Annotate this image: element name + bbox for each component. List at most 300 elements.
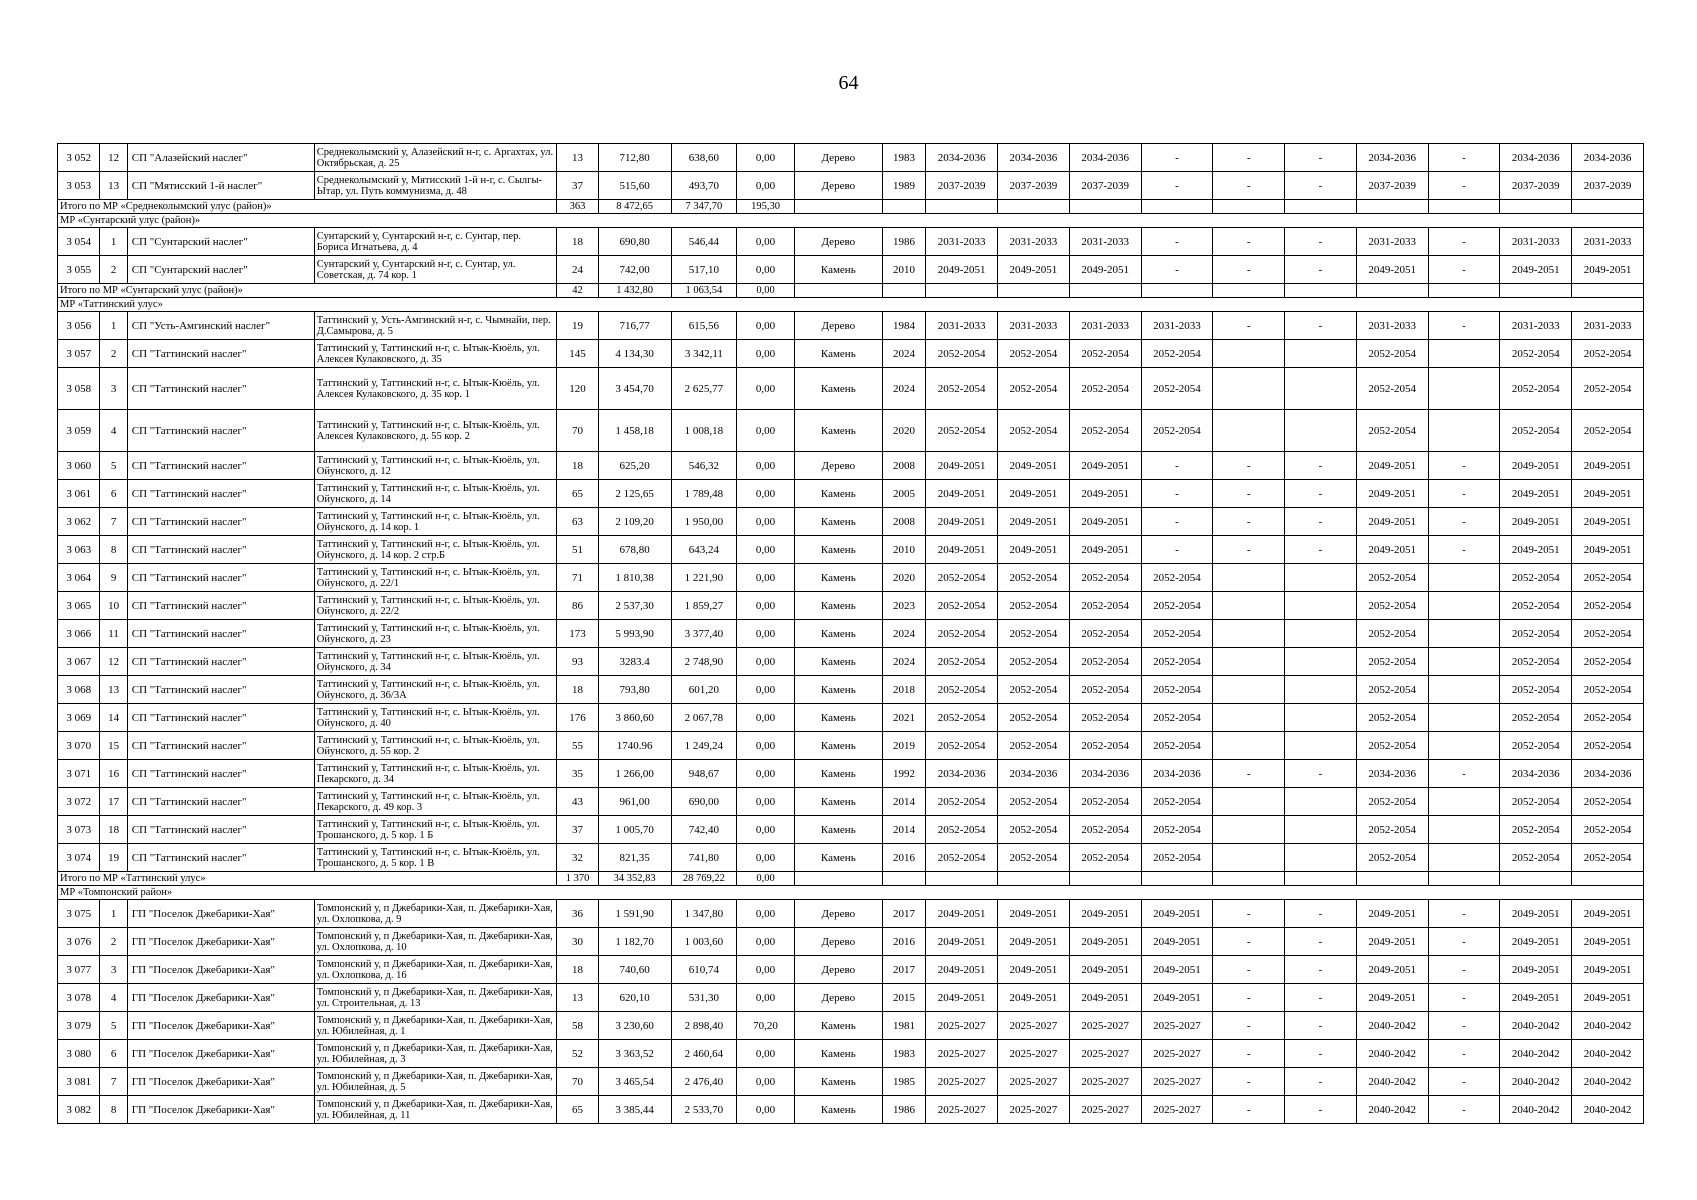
period-7-cell: 2031-2033 [1356, 312, 1428, 340]
total-area-cell: 716,77 [598, 312, 671, 340]
period-1-cell: 2049-2051 [926, 536, 998, 564]
build-year-cell: 2017 [882, 900, 925, 928]
wall-material-cell: Дерево [794, 144, 882, 172]
period-6-cell: - [1285, 256, 1357, 284]
period-1-cell: 2052-2054 [926, 340, 998, 368]
period-10-cell: 2049-2051 [1572, 256, 1644, 284]
reg-no-cell: 3 069 [58, 704, 100, 732]
period-5-cell [1213, 732, 1285, 760]
reg-no-cell: 3 072 [58, 788, 100, 816]
address-cell: Таттинский у, Таттинский н-г, с. Ытык-Кюёль, ул. Ойунского, д. 23 [314, 620, 557, 648]
period-1-cell: 2025-2027 [926, 1096, 998, 1124]
emergency-area-cell: 0,00 [737, 592, 795, 620]
total-area-cell: 515,60 [598, 172, 671, 200]
residents-cell: 65 [557, 480, 598, 508]
build-year-cell: 2024 [882, 368, 925, 410]
emergency-area-cell: 0,00 [737, 732, 795, 760]
reg-no-cell: 3 076 [58, 928, 100, 956]
reg-no-cell: 3 055 [58, 256, 100, 284]
period-1-cell: 2049-2051 [926, 956, 998, 984]
period-3-cell: 2052-2054 [1069, 648, 1141, 676]
period-7-cell: 2034-2036 [1356, 144, 1428, 172]
living-area-cell: 531,30 [671, 984, 737, 1012]
wall-material-cell: Камень [794, 256, 882, 284]
period-6-cell: - [1285, 1096, 1357, 1124]
period-6-cell: - [1285, 928, 1357, 956]
period-10-cell: 2052-2054 [1572, 368, 1644, 410]
total-row [58, 200, 1644, 214]
wall-material-cell: Камень [794, 536, 882, 564]
period-2-cell: 2025-2027 [998, 1040, 1070, 1068]
period-3-cell: 2025-2027 [1069, 1096, 1141, 1124]
total-label: Итого по МР «Среднеколымский улус (район)» [58, 200, 557, 214]
period-8-cell: - [1428, 1012, 1500, 1040]
wall-material-cell: Камень [794, 676, 882, 704]
living-area-cell: 2 067,78 [671, 704, 737, 732]
empty-cell [1356, 284, 1428, 298]
period-7-cell: 2031-2033 [1356, 228, 1428, 256]
living-area-cell: 546,32 [671, 452, 737, 480]
period-5-cell: - [1213, 312, 1285, 340]
emergency-area-cell: 0,00 [737, 900, 795, 928]
residents-cell: 19 [557, 312, 598, 340]
period-7-cell: 2052-2054 [1356, 410, 1428, 452]
wall-material-cell: Камень [794, 1096, 882, 1124]
empty-cell [1285, 200, 1357, 214]
period-1-cell: 2034-2036 [926, 760, 998, 788]
municipality-cell: ГП "Поселок Джебарики-Хая" [127, 1068, 314, 1096]
period-2-cell: 2049-2051 [998, 508, 1070, 536]
table-row [58, 1040, 1644, 1068]
period-5-cell [1213, 410, 1285, 452]
living-area-cell: 2 748,90 [671, 648, 737, 676]
residents-cell: 32 [557, 844, 598, 872]
residents-cell: 18 [557, 452, 598, 480]
municipality-cell: СП "Алазейский наслег" [127, 144, 314, 172]
period-10-cell: 2052-2054 [1572, 340, 1644, 368]
build-year-cell: 2017 [882, 956, 925, 984]
build-year-cell: 1983 [882, 144, 925, 172]
empty-cell [1572, 872, 1644, 886]
period-10-cell: 2052-2054 [1572, 788, 1644, 816]
period-10-cell: 2034-2036 [1572, 760, 1644, 788]
period-8-cell: - [1428, 508, 1500, 536]
residents-cell: 51 [557, 536, 598, 564]
total-area-cell: 3 385,44 [598, 1096, 671, 1124]
period-7-cell: 2049-2051 [1356, 984, 1428, 1012]
item-no-cell: 19 [100, 844, 127, 872]
build-year-cell: 2020 [882, 410, 925, 452]
period-6-cell: - [1285, 228, 1357, 256]
living-area-total: 7 347,70 [671, 200, 737, 214]
period-1-cell: 2049-2051 [926, 900, 998, 928]
period-4-cell: 2025-2027 [1141, 1068, 1213, 1096]
empty-cell [1356, 200, 1428, 214]
period-2-cell: 2025-2027 [998, 1096, 1070, 1124]
build-year-cell: 2010 [882, 256, 925, 284]
reg-no-cell: 3 056 [58, 312, 100, 340]
living-area-cell: 742,40 [671, 816, 737, 844]
item-no-cell: 4 [100, 984, 127, 1012]
build-year-cell: 1984 [882, 312, 925, 340]
total-area-cell: 3 454,70 [598, 368, 671, 410]
period-10-cell: 2040-2042 [1572, 1096, 1644, 1124]
period-6-cell [1285, 788, 1357, 816]
build-year-cell: 2018 [882, 676, 925, 704]
residents-cell: 18 [557, 676, 598, 704]
period-9-cell: 2049-2051 [1500, 956, 1572, 984]
residents-cell: 86 [557, 592, 598, 620]
build-year-cell: 1985 [882, 1068, 925, 1096]
period-1-cell: 2049-2051 [926, 452, 998, 480]
empty-cell [1285, 284, 1357, 298]
period-2-cell: 2052-2054 [998, 648, 1070, 676]
period-9-cell: 2049-2051 [1500, 480, 1572, 508]
period-5-cell: - [1213, 760, 1285, 788]
period-9-cell: 2049-2051 [1500, 508, 1572, 536]
wall-material-cell: Дерево [794, 452, 882, 480]
residents-cell: 43 [557, 788, 598, 816]
group-label: МР «Таттинский улус» [58, 298, 1644, 312]
address-cell: Томпонский у, п Джебарики-Хая, п. Джебарики-Хая, ул. Строительная, д. 13 [314, 984, 557, 1012]
period-2-cell: 2052-2054 [998, 732, 1070, 760]
period-3-cell: 2049-2051 [1069, 256, 1141, 284]
period-8-cell: - [1428, 956, 1500, 984]
emergency-area-cell: 0,00 [737, 508, 795, 536]
table-row [58, 592, 1644, 620]
period-2-cell: 2052-2054 [998, 564, 1070, 592]
municipality-cell: СП "Таттинский наслег" [127, 816, 314, 844]
period-8-cell: - [1428, 900, 1500, 928]
reg-no-cell: 3 074 [58, 844, 100, 872]
table-row [58, 676, 1644, 704]
period-1-cell: 2052-2054 [926, 368, 998, 410]
emergency-area-cell: 0,00 [737, 228, 795, 256]
period-6-cell: - [1285, 1068, 1357, 1096]
period-1-cell: 2052-2054 [926, 564, 998, 592]
empty-cell [1141, 872, 1213, 886]
living-area-cell: 517,10 [671, 256, 737, 284]
municipality-cell: ГП "Поселок Джебарики-Хая" [127, 1040, 314, 1068]
build-year-cell: 1992 [882, 760, 925, 788]
address-cell: Таттинский у, Таттинский н-г, с. Ытык-Кюёль, ул. Алексея Кулаковского, д. 55 кор. 2 [314, 410, 557, 452]
period-3-cell: 2052-2054 [1069, 704, 1141, 732]
period-2-cell: 2052-2054 [998, 676, 1070, 704]
period-1-cell: 2052-2054 [926, 410, 998, 452]
period-2-cell: 2049-2051 [998, 480, 1070, 508]
total-area-cell: 1 005,70 [598, 816, 671, 844]
wall-material-cell: Дерево [794, 984, 882, 1012]
empty-cell [1213, 284, 1285, 298]
period-6-cell [1285, 368, 1357, 410]
period-4-cell: - [1141, 536, 1213, 564]
residents-total: 1 370 [557, 872, 598, 886]
period-4-cell: 2025-2027 [1141, 1096, 1213, 1124]
period-9-cell: 2034-2036 [1500, 760, 1572, 788]
period-8-cell [1428, 564, 1500, 592]
period-5-cell [1213, 340, 1285, 368]
address-cell: Таттинский у, Таттинский н-г, с. Ытык-Кюёль, ул. Трошанского, д. 5 кор. 1 Б [314, 816, 557, 844]
period-4-cell: 2052-2054 [1141, 732, 1213, 760]
item-no-cell: 17 [100, 788, 127, 816]
emergency-area-cell: 70,20 [737, 1012, 795, 1040]
wall-material-cell: Камень [794, 564, 882, 592]
residents-cell: 37 [557, 172, 598, 200]
period-6-cell: - [1285, 1040, 1357, 1068]
period-8-cell [1428, 788, 1500, 816]
reg-no-cell: 3 059 [58, 410, 100, 452]
wall-material-cell: Камень [794, 1068, 882, 1096]
build-year-cell: 2010 [882, 536, 925, 564]
period-7-cell: 2052-2054 [1356, 788, 1428, 816]
period-2-cell: 2049-2051 [998, 928, 1070, 956]
total-area-cell: 961,00 [598, 788, 671, 816]
table-row [58, 816, 1644, 844]
empty-cell [794, 200, 882, 214]
period-4-cell: 2052-2054 [1141, 410, 1213, 452]
period-9-cell: 2052-2054 [1500, 648, 1572, 676]
period-2-cell: 2025-2027 [998, 1068, 1070, 1096]
wall-material-cell: Дерево [794, 172, 882, 200]
period-1-cell: 2052-2054 [926, 620, 998, 648]
municipality-cell: ГП "Поселок Джебарики-Хая" [127, 928, 314, 956]
period-6-cell [1285, 732, 1357, 760]
living-area-cell: 2 625,77 [671, 368, 737, 410]
living-area-cell: 610,74 [671, 956, 737, 984]
wall-material-cell: Камень [794, 592, 882, 620]
empty-cell [1500, 284, 1572, 298]
emergency-area-cell: 0,00 [737, 256, 795, 284]
period-6-cell [1285, 592, 1357, 620]
period-2-cell: 2037-2039 [998, 172, 1070, 200]
table-row [58, 228, 1644, 256]
group-label: МР «Сунтарский улус (район)» [58, 214, 1644, 228]
period-10-cell: 2052-2054 [1572, 648, 1644, 676]
build-year-cell: 2016 [882, 844, 925, 872]
living-area-cell: 601,20 [671, 676, 737, 704]
period-5-cell: - [1213, 900, 1285, 928]
municipality-cell: СП "Таттинский наслег" [127, 704, 314, 732]
municipality-cell: ГП "Поселок Джебарики-Хая" [127, 1096, 314, 1124]
municipality-cell: СП "Таттинский наслег" [127, 480, 314, 508]
address-cell: Таттинский у, Таттинский н-г, с. Ытык-Кюёль, ул. Ойунского, д. 36/3А [314, 676, 557, 704]
period-8-cell: - [1428, 984, 1500, 1012]
total-area-cell: 2 109,20 [598, 508, 671, 536]
living-area-total: 28 769,22 [671, 872, 737, 886]
period-8-cell [1428, 732, 1500, 760]
period-9-cell: 2037-2039 [1500, 172, 1572, 200]
item-no-cell: 2 [100, 256, 127, 284]
period-6-cell: - [1285, 536, 1357, 564]
build-year-cell: 2023 [882, 592, 925, 620]
period-7-cell: 2037-2039 [1356, 172, 1428, 200]
build-year-cell: 1981 [882, 1012, 925, 1040]
period-9-cell: 2049-2051 [1500, 452, 1572, 480]
emergency-area-total: 195,30 [737, 200, 795, 214]
reg-no-cell: 3 081 [58, 1068, 100, 1096]
total-row [58, 284, 1644, 298]
period-4-cell: 2052-2054 [1141, 704, 1213, 732]
build-year-cell: 2005 [882, 480, 925, 508]
residents-cell: 120 [557, 368, 598, 410]
period-10-cell: 2049-2051 [1572, 928, 1644, 956]
period-6-cell: - [1285, 760, 1357, 788]
empty-cell [1069, 200, 1141, 214]
residents-cell: 24 [557, 256, 598, 284]
build-year-cell: 2016 [882, 928, 925, 956]
residents-cell: 52 [557, 1040, 598, 1068]
period-3-cell: 2052-2054 [1069, 676, 1141, 704]
reg-no-cell: 3 063 [58, 536, 100, 564]
period-7-cell: 2049-2051 [1356, 452, 1428, 480]
period-8-cell [1428, 816, 1500, 844]
total-area-cell: 1 458,18 [598, 410, 671, 452]
build-year-cell: 2024 [882, 620, 925, 648]
municipality-cell: СП "Таттинский наслег" [127, 592, 314, 620]
item-no-cell: 1 [100, 228, 127, 256]
item-no-cell: 2 [100, 928, 127, 956]
period-8-cell [1428, 620, 1500, 648]
reg-no-cell: 3 065 [58, 592, 100, 620]
period-5-cell [1213, 592, 1285, 620]
table-row [58, 452, 1644, 480]
table-row [58, 984, 1644, 1012]
living-area-cell: 2 460,64 [671, 1040, 737, 1068]
period-3-cell: 2049-2051 [1069, 900, 1141, 928]
reg-no-cell: 3 079 [58, 1012, 100, 1040]
municipality-cell: СП "Сунтарский наслег" [127, 228, 314, 256]
period-4-cell: 2052-2054 [1141, 592, 1213, 620]
build-year-cell: 2015 [882, 984, 925, 1012]
residents-cell: 13 [557, 144, 598, 172]
period-9-cell: 2034-2036 [1500, 144, 1572, 172]
emergency-area-cell: 0,00 [737, 788, 795, 816]
period-6-cell [1285, 816, 1357, 844]
period-6-cell [1285, 564, 1357, 592]
period-8-cell [1428, 844, 1500, 872]
reg-no-cell: 3 082 [58, 1096, 100, 1124]
period-10-cell: 2049-2051 [1572, 900, 1644, 928]
residents-cell: 63 [557, 508, 598, 536]
total-area-cell: 821,35 [598, 844, 671, 872]
reg-no-cell: 3 057 [58, 340, 100, 368]
period-1-cell: 2031-2033 [926, 228, 998, 256]
period-1-cell: 2025-2027 [926, 1040, 998, 1068]
emergency-area-cell: 0,00 [737, 1040, 795, 1068]
living-area-cell: 493,70 [671, 172, 737, 200]
period-10-cell: 2052-2054 [1572, 844, 1644, 872]
municipality-cell: ГП "Поселок Джебарики-Хая" [127, 900, 314, 928]
total-area-cell: 3 230,60 [598, 1012, 671, 1040]
emergency-area-cell: 0,00 [737, 1096, 795, 1124]
period-5-cell [1213, 620, 1285, 648]
period-5-cell [1213, 648, 1285, 676]
period-7-cell: 2049-2051 [1356, 536, 1428, 564]
period-9-cell: 2052-2054 [1500, 368, 1572, 410]
period-5-cell: - [1213, 144, 1285, 172]
empty-cell [998, 872, 1070, 886]
period-3-cell: 2031-2033 [1069, 228, 1141, 256]
reg-no-cell: 3 061 [58, 480, 100, 508]
empty-cell [882, 872, 925, 886]
municipality-cell: СП "Таттинский наслег" [127, 620, 314, 648]
reg-no-cell: 3 075 [58, 900, 100, 928]
period-9-cell: 2049-2051 [1500, 928, 1572, 956]
period-5-cell: - [1213, 172, 1285, 200]
living-area-cell: 1 249,24 [671, 732, 737, 760]
reg-no-cell: 3 064 [58, 564, 100, 592]
municipality-cell: СП "Таттинский наслег" [127, 340, 314, 368]
period-6-cell [1285, 676, 1357, 704]
table-row [58, 144, 1644, 172]
item-no-cell: 8 [100, 1096, 127, 1124]
empty-cell [1069, 872, 1141, 886]
period-6-cell: - [1285, 984, 1357, 1012]
wall-material-cell: Камень [794, 410, 882, 452]
item-no-cell: 12 [100, 648, 127, 676]
address-cell: Сунтарский у, Сунтарский н-г, с. Сунтар, пер. Бориса Игнатьева, д. 4 [314, 228, 557, 256]
period-8-cell: - [1428, 312, 1500, 340]
wall-material-cell: Камень [794, 1012, 882, 1040]
address-cell: Таттинский у, Таттинский н-г, с. Ытык-Кюёль, ул. Пекарского, д. 34 [314, 760, 557, 788]
total-area-cell: 1 266,00 [598, 760, 671, 788]
reg-no-cell: 3 066 [58, 620, 100, 648]
period-3-cell: 2034-2036 [1069, 760, 1141, 788]
address-cell: Среднеколымский у, Алазейский н-г, с. Аргахтах, ул. Октябрьская, д. 25 [314, 144, 557, 172]
period-5-cell: - [1213, 1040, 1285, 1068]
total-area-cell: 678,80 [598, 536, 671, 564]
address-cell: Таттинский у, Таттинский н-г, с. Ытык-Кюёль, ул. Ойунского, д. 55 кор. 2 [314, 732, 557, 760]
reg-no-cell: 3 060 [58, 452, 100, 480]
item-no-cell: 14 [100, 704, 127, 732]
address-cell: Томпонский у, п Джебарики-Хая, п. Джебарики-Хая, ул. Охлопкова, д. 10 [314, 928, 557, 956]
municipality-cell: СП "Таттинский наслег" [127, 648, 314, 676]
period-6-cell [1285, 704, 1357, 732]
build-year-cell: 2019 [882, 732, 925, 760]
emergency-area-cell: 0,00 [737, 984, 795, 1012]
period-1-cell: 2034-2036 [926, 144, 998, 172]
period-5-cell: - [1213, 928, 1285, 956]
living-area-cell: 690,00 [671, 788, 737, 816]
period-9-cell: 2049-2051 [1500, 256, 1572, 284]
address-cell: Томпонский у, п Джебарики-Хая, п. Джебарики-Хая, ул. Охлопкова, д. 9 [314, 900, 557, 928]
period-7-cell: 2052-2054 [1356, 844, 1428, 872]
address-cell: Таттинский у, Таттинский н-г, с. Ытык-Кюёль, ул. Ойунского, д. 34 [314, 648, 557, 676]
residents-cell: 35 [557, 760, 598, 788]
period-8-cell: - [1428, 228, 1500, 256]
empty-cell [1069, 284, 1141, 298]
period-2-cell: 2031-2033 [998, 312, 1070, 340]
period-1-cell: 2052-2054 [926, 844, 998, 872]
period-5-cell: - [1213, 228, 1285, 256]
residents-cell: 58 [557, 1012, 598, 1040]
emergency-area-cell: 0,00 [737, 704, 795, 732]
period-3-cell: 2025-2027 [1069, 1012, 1141, 1040]
period-5-cell: - [1213, 984, 1285, 1012]
period-8-cell: - [1428, 172, 1500, 200]
wall-material-cell: Дерево [794, 928, 882, 956]
period-4-cell: 2034-2036 [1141, 760, 1213, 788]
period-7-cell: 2052-2054 [1356, 648, 1428, 676]
residents-cell: 70 [557, 1068, 598, 1096]
address-cell: Томпонский у, п Джебарики-Хая, п. Джебарики-Хая, ул. Юбилейная, д. 11 [314, 1096, 557, 1124]
period-3-cell: 2049-2051 [1069, 452, 1141, 480]
period-2-cell: 2052-2054 [998, 410, 1070, 452]
item-no-cell: 4 [100, 410, 127, 452]
living-area-cell: 1 347,80 [671, 900, 737, 928]
period-4-cell: 2052-2054 [1141, 648, 1213, 676]
period-4-cell: 2049-2051 [1141, 956, 1213, 984]
